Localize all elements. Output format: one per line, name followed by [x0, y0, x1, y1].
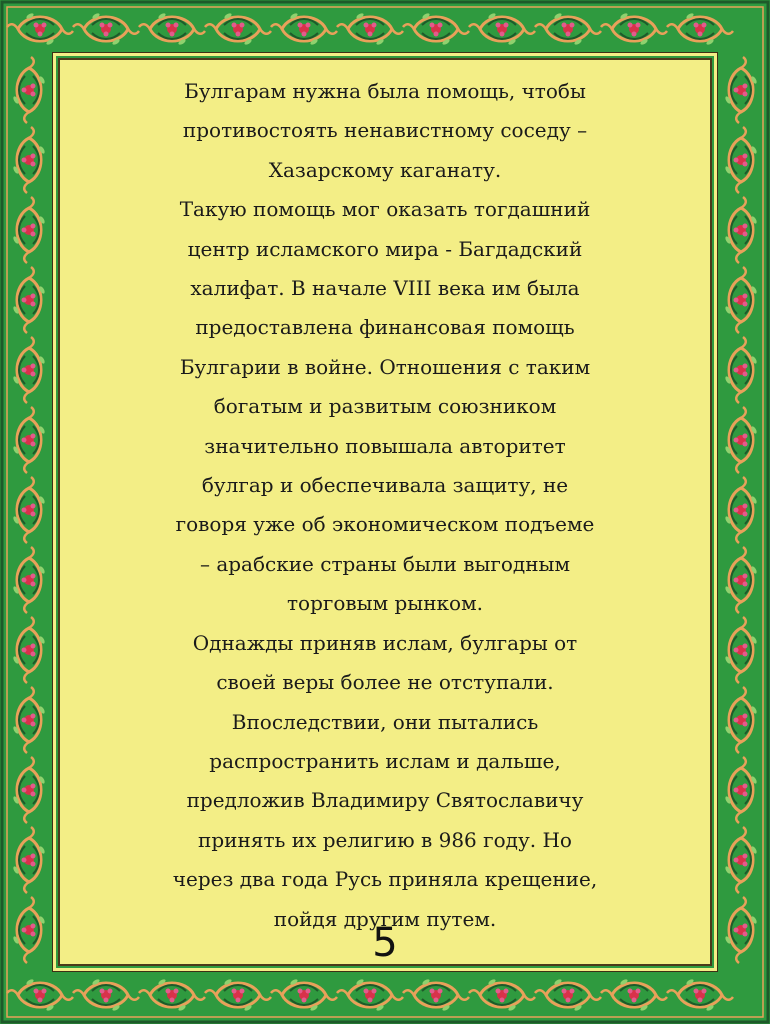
text-line: предложив Владимиру Святославичу: [186, 788, 584, 813]
text-line: предоставлена финансовая помощь: [195, 315, 575, 340]
text-line: принять их религию в 986 году. Но: [198, 827, 572, 852]
text-line: торговым рынком.: [286, 591, 484, 616]
text-line: Такую помощь мог оказать тогдашний: [179, 197, 591, 222]
text-line: халифат. В начале VIII века им была: [190, 276, 580, 301]
text-line: говоря уже об экономическом подъеме: [175, 512, 595, 537]
text-line: богатым и развитым союзником: [213, 394, 557, 419]
text-line: центр исламского мира - Багдадский: [187, 236, 583, 261]
text-line: Впоследствии, они пытались: [231, 709, 539, 734]
text-line: – арабские страны были выгодным: [199, 551, 571, 576]
text-line: Булгарам нужна была помощь, чтобы: [184, 79, 586, 103]
text-line: значительно повышала авторитет: [204, 433, 566, 458]
text-line: булгар и обеспечивала защиту, не: [201, 473, 569, 498]
text-line: Булгарии в войне. Отношения с таким: [179, 354, 591, 379]
text-line: Однажды приняв ислам, булгары от: [192, 630, 578, 655]
body-text: [60, 72, 710, 939]
page-number: 5: [372, 920, 398, 966]
text-line: противостоять ненавистному соседу –: [182, 118, 588, 143]
text-line: Хазарскому каганату.: [268, 157, 502, 182]
text-line: своей веры более не отступали.: [216, 670, 554, 695]
text-line: пойдя другим путем.: [273, 906, 497, 931]
text-line: распространить ислам и дальше,: [209, 748, 561, 773]
text-line: через два года Русь приняла крещение,: [172, 867, 598, 892]
